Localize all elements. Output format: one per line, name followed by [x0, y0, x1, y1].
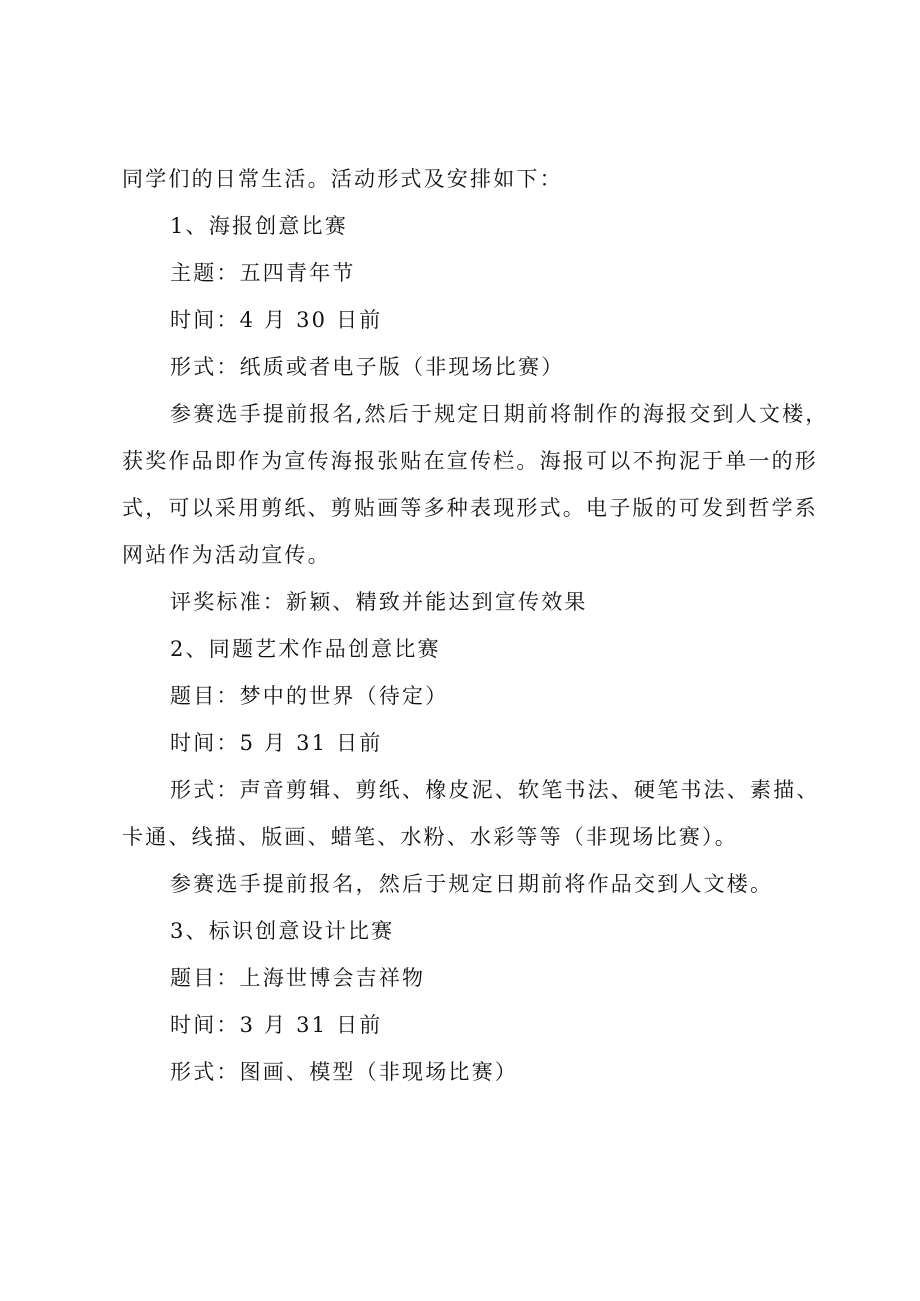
section-heading-3: 3、标识创意设计比赛 [170, 919, 395, 943]
body-line: 题目：上海世博会吉祥物 [170, 966, 426, 990]
body-line: 形式：声音剪辑、剪纸、橡皮泥、软笔书法、硬笔书法、素描、 [170, 778, 820, 802]
body-line: 题目：梦中的世界（待定） [170, 684, 449, 708]
document-body [122, 156, 834, 1096]
body-line: 主题：五四青年节 [170, 261, 356, 285]
body-line: 时间：4 月 30 日前 [170, 308, 383, 332]
section-heading-1: 1、海报创意比赛 [170, 214, 348, 238]
body-line: 评奖标准：新颖、精致并能达到宣传效果 [170, 590, 588, 614]
section-heading-2: 2、同题艺术作品创意比赛 [170, 637, 441, 661]
body-line: 同学们的日常生活。活动形式及安排如下： [122, 167, 563, 191]
body-line: 时间：5 月 31 日前 [170, 731, 383, 755]
body-line: 参赛选手提前报名,然后于规定日期前将制作的海报交到人文楼， [170, 402, 829, 426]
body-line: 参赛选手提前报名，然后于规定日期前将作品交到人文楼。 [170, 872, 774, 896]
body-line: 卡通、线描、版画、蜡笔、水粉、水彩等等（非现场比赛）。 [122, 825, 738, 849]
body-line: 获奖作品即作为宣传海报张贴在宣传栏。海报可以不拘泥于单一的形 [122, 449, 818, 473]
body-line: 形式：纸质或者电子版（非现场比赛） [170, 355, 565, 379]
body-line: 形式：图画、模型（非现场比赛） [170, 1060, 518, 1084]
body-line: 式，可以采用剪纸、剪贴画等多种表现形式。电子版的可发到哲学系 [122, 496, 818, 520]
body-line: 时间：3 月 31 日前 [170, 1013, 383, 1037]
body-line: 网站作为活动宣传。 [122, 543, 331, 567]
